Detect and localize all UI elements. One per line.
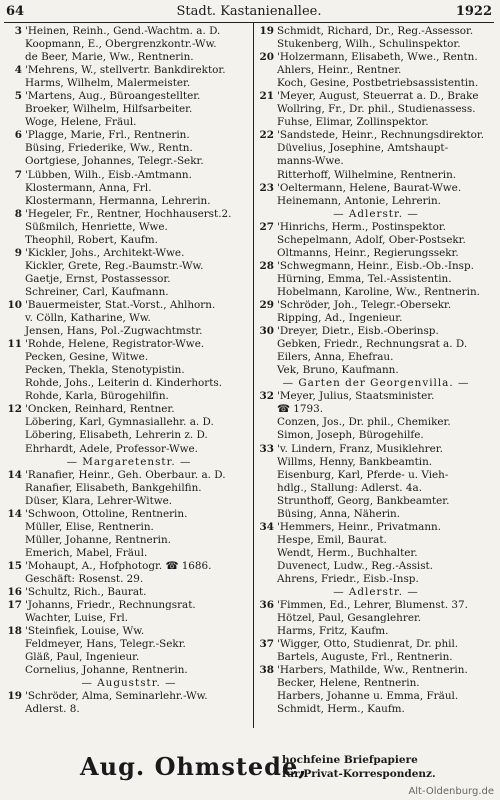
resident-text: Ahrens, Friedr., Eisb.-Insp. <box>277 572 419 585</box>
resident-text: 'Ranafier, Heinr., Geh. Oberbaur. a. D. <box>25 468 226 481</box>
directory-entry <box>258 482 494 495</box>
directory-entry <box>6 90 252 103</box>
resident-text: 'Hinrichs, Herm., Postinspektor. <box>277 220 446 233</box>
directory-entry <box>258 195 494 208</box>
resident-text: Ripping, Ad., Ingenieur. <box>277 312 403 325</box>
directory-entry <box>6 625 252 638</box>
directory-entry <box>258 403 494 416</box>
house-number: 28 <box>259 259 274 272</box>
resident-text: Koch, Gesine, Postbetriebsassistentin. <box>277 77 479 90</box>
directory-entry <box>6 247 252 260</box>
header-rule <box>4 22 494 23</box>
directory-entry <box>258 456 494 469</box>
directory-entry <box>6 403 252 416</box>
directory-entry <box>6 508 252 521</box>
resident-text: Schreiner, Carl, Kaufmann. <box>25 285 169 298</box>
right-column <box>258 25 494 750</box>
resident-text: 'Johanns, Friedr., Rechnungsrat. <box>25 599 196 612</box>
directory-entry <box>258 312 494 325</box>
section-label: — Margaretenstr. — <box>66 455 192 468</box>
directory-entry <box>6 429 252 442</box>
resident-text: Schepelmann, Adolf, Ober-Postsekr. <box>277 233 466 246</box>
directory-entry <box>6 273 252 286</box>
resident-text: Heinemann, Antonie, Lehrerin. <box>277 194 441 207</box>
resident-text: 'Hemmers, Heinr., Privatmann. <box>277 520 442 533</box>
resident-text: 'Schwegmann, Heinr., Eisb.-Ob.-Insp. <box>277 259 474 272</box>
resident-text: Wendt, Herm., Buchhalter. <box>277 546 418 559</box>
section-label: — Auguststr. — <box>81 677 177 690</box>
resident-text: 'Mohaupt, A., Hofphotogr. ☎ 1686. <box>25 559 212 572</box>
directory-entry <box>6 482 252 495</box>
resident-text: Becker, Helene, Rentnerin. <box>277 677 420 690</box>
house-number: 10 <box>7 298 22 311</box>
resident-text: Büsing, Anna, Näherin. <box>277 507 401 520</box>
resident-text: 'Schröder, Alma, Seminarlehr.-Ww. <box>25 690 208 703</box>
house-number: 8 <box>14 207 22 220</box>
resident-text: v. Cölln, Katharine, Ww. <box>25 312 151 325</box>
directory-entry <box>6 129 252 142</box>
directory-entry <box>258 638 494 651</box>
resident-text: 'Plagge, Marie, Frl., Rentnerin. <box>25 129 190 142</box>
resident-text: Ehrhardt, Adele, Professor-Wwe. <box>25 442 198 455</box>
house-number: 20 <box>259 51 274 64</box>
directory-entry <box>6 638 252 651</box>
resident-text: 'Meyer, Julius, Staatsminister. <box>277 390 435 403</box>
directory-entry <box>258 51 494 64</box>
directory-entry <box>6 599 252 612</box>
directory-entry <box>6 338 252 351</box>
resident-text: hdlg., Stallung: Adlerst. 4a. <box>277 481 423 494</box>
page-year: 1922 <box>455 4 492 19</box>
directory-entry <box>258 416 494 429</box>
directory-entry <box>258 508 494 521</box>
resident-text: Hürning, Emma, Tel.-Assistentin. <box>277 272 452 285</box>
directory-entry <box>258 286 494 299</box>
resident-text: Broeker, Wilhelm, Hilfsarbeiter. <box>25 103 193 116</box>
directory-entry <box>258 521 494 534</box>
directory-entry <box>6 364 252 377</box>
resident-text: Oortgiese, Johannes, Telegr.-Sekr. <box>25 155 204 168</box>
resident-text: Wachter, Luise, Frl. <box>25 612 129 625</box>
directory-entry <box>6 573 252 586</box>
house-number: 30 <box>259 325 274 338</box>
house-number: 9 <box>14 246 22 259</box>
directory-entry <box>6 664 252 677</box>
house-number: 4 <box>14 64 22 77</box>
resident-text: Theophil, Robert, Kaufm. <box>25 233 158 246</box>
house-number: 7 <box>14 168 22 181</box>
house-number: 33 <box>259 442 274 455</box>
directory-entry <box>6 116 252 129</box>
directory-entry <box>6 103 252 116</box>
resident-text: Rohde, Karla, Bürogehilfin. <box>25 390 169 403</box>
resident-text: Adlerst. 8. <box>25 703 80 716</box>
directory-entry <box>6 416 252 429</box>
directory-entry <box>258 664 494 677</box>
resident-text: 'Hegeler, Fr., Rentner, Hochhauserst.2. <box>25 207 232 220</box>
directory-entry <box>258 247 494 260</box>
house-number: 17 <box>7 599 22 612</box>
directory-entry <box>258 573 494 586</box>
resident-text: 'Heinen, Reinh., Gend.-Wachtm. a. D. <box>25 25 221 37</box>
directory-entry <box>6 521 252 534</box>
resident-text: Harbers, Johanne u. Emma, Fräul. <box>277 690 459 703</box>
directory-entry <box>258 129 494 142</box>
resident-text: Süßmilch, Henriette, Wwe. <box>25 220 168 233</box>
resident-text: 'Schwoon, Ottoline, Rentnerin. <box>25 507 188 520</box>
advert-line-2: für Privat-Korrespondenz. <box>282 768 436 780</box>
advertisement <box>80 752 480 782</box>
resident-text: Müller, Elise, Rentnerin. <box>25 520 154 533</box>
section-label: — Adlerstr. — <box>333 586 419 599</box>
section-heading <box>6 677 252 690</box>
directory-entry <box>6 325 252 338</box>
resident-text: Koopmann, E., Obergrenzkontr.-Ww. <box>25 38 217 51</box>
resident-text: Gläß, Paul, Ingenieur. <box>25 651 140 664</box>
directory-entry <box>258 64 494 77</box>
resident-text: 'Mehrens, W., stellvertr. Bankdirektor. <box>25 64 226 77</box>
directory-entry <box>6 612 252 625</box>
directory-entry <box>258 299 494 312</box>
house-number: 19 <box>7 690 22 703</box>
resident-text: Kickler, Grete, Reg.-Baumstr.-Ww. <box>25 259 204 272</box>
resident-text: 'Dreyer, Dietr., Eisb.-Oberinsp. <box>277 325 439 338</box>
resident-text: Hobelmann, Karoline, Ww., Rentnerin. <box>277 285 480 298</box>
directory-entry <box>258 703 494 716</box>
resident-text: 'Steinfiek, Louise, Ww. <box>25 625 145 638</box>
directory-entry <box>6 260 252 273</box>
resident-text: 'Schultz, Rich., Baurat. <box>25 586 147 599</box>
resident-text: Vek, Bruno, Kaufmann. <box>277 364 399 377</box>
resident-text: Stukenberg, Wilh., Schulinspektor. <box>277 38 461 51</box>
directory-entry <box>258 221 494 234</box>
resident-text: Jensen, Hans, Pol.-Zugwachtmstr. <box>25 325 203 338</box>
directory-entry <box>6 77 252 90</box>
resident-text: Emerich, Mabel, Fräul. <box>25 546 148 559</box>
advert-name: Aug. Ohmstede, <box>80 752 308 781</box>
section-heading <box>258 377 494 390</box>
section-label: — Adlerstr. — <box>333 207 419 220</box>
resident-text: Büsing, Friederike, Ww., Rentn. <box>25 142 193 155</box>
directory-entry <box>6 495 252 508</box>
resident-text: Ranafier, Elisabeth, Bankgehilfin. <box>25 481 202 494</box>
directory-entry <box>258 547 494 560</box>
directory-entry <box>258 469 494 482</box>
resident-text: Harms, Wilhelm, Malermeister. <box>25 77 191 90</box>
directory-entry <box>6 377 252 390</box>
house-number: 6 <box>14 129 22 142</box>
resident-text: Duvenect, Ludw., Reg.-Assist. <box>277 559 434 572</box>
house-number: 12 <box>7 403 22 416</box>
house-number: 3 <box>14 25 22 37</box>
resident-text: Feldmeyer, Hans, Telegr.-Sekr. <box>25 638 186 651</box>
directory-entry <box>258 495 494 508</box>
directory-entry <box>258 325 494 338</box>
house-number: 11 <box>7 338 22 351</box>
resident-text: Schmidt, Herm., Kaufm. <box>277 703 405 716</box>
directory-entry <box>258 364 494 377</box>
resident-text: Harms, Fritz, Kaufm. <box>277 625 389 638</box>
directory-entry <box>258 77 494 90</box>
resident-text: 'Martens, Aug., Büroangestellter. <box>25 90 201 103</box>
directory-entry <box>6 560 252 573</box>
directory-entry <box>6 195 252 208</box>
directory-entry <box>258 116 494 129</box>
directory-entry <box>6 25 252 38</box>
resident-text: 'Kickler, Johs., Architekt-Wwe. <box>25 246 185 259</box>
resident-text: Hötzel, Paul, Gesanglehrer. <box>277 612 422 625</box>
section-heading <box>258 208 494 221</box>
advert-line-1: hochfeine Briefpapiere <box>282 754 418 766</box>
directory-entry <box>258 103 494 116</box>
resident-text: Fuhse, Elimar, Zollinspektor. <box>277 116 429 129</box>
directory-entry <box>6 390 252 403</box>
resident-text: 'Wigger, Otto, Studienrat, Dr. phil. <box>277 638 459 651</box>
directory-entry <box>6 586 252 599</box>
house-number: 5 <box>14 90 22 103</box>
resident-text: Düser, Klara, Lehrer-Witwe. <box>25 494 173 507</box>
resident-text: Simon, Joseph, Bürogehilfe. <box>277 429 424 442</box>
house-number: 37 <box>259 638 274 651</box>
resident-text: 'Holzermann, Elisabeth, Wwe., Rentn. <box>277 51 478 64</box>
house-number: 18 <box>7 625 22 638</box>
directory-entry <box>6 443 252 456</box>
directory-entry <box>6 169 252 182</box>
resident-text: 'Bauermeister, Stat.-Vorst., Ahlhorn. <box>25 298 216 311</box>
resident-text: Klostermann, Hermanna, Lehrerin. <box>25 194 211 207</box>
resident-text: 'Meyer, August, Steuerrat a. D., Brake <box>277 90 479 103</box>
page-number: 64 <box>6 4 25 19</box>
resident-text: Cornelius, Johanne, Rentnerin. <box>25 664 188 677</box>
directory-entry <box>258 351 494 364</box>
directory-entry <box>258 390 494 403</box>
house-number: 29 <box>259 298 274 311</box>
house-number: 16 <box>7 586 22 599</box>
resident-text: Löbering, Elisabeth, Lehrerin z. D. <box>25 429 208 442</box>
directory-entry <box>258 677 494 690</box>
directory-entry <box>258 690 494 703</box>
directory-entry <box>6 286 252 299</box>
resident-text: Ahlers, Heinr., Rentner. <box>277 64 402 77</box>
resident-text: manns-Wwe. <box>277 155 344 168</box>
directory-entry <box>6 51 252 64</box>
resident-text: Schmidt, Richard, Dr., Reg.-Assessor. <box>277 25 474 37</box>
resident-text: 'v. Lindern, Franz, Musiklehrer. <box>277 442 443 455</box>
section-heading <box>258 586 494 599</box>
house-number: 14 <box>7 468 22 481</box>
directory-entry <box>6 221 252 234</box>
resident-text: Eisenburg, Karl, Pferde- u. Vieh- <box>277 468 449 481</box>
resident-text: Pecken, Thekla, Stenotypistin. <box>25 364 185 377</box>
watermark: Alt-Oldenburg.de <box>408 786 494 797</box>
directory-entry <box>258 142 494 155</box>
directory-entry <box>258 182 494 195</box>
resident-text: Eilers, Anna, Ehefrau. <box>277 351 394 364</box>
resident-text: Woge, Helene, Fräul. <box>25 116 137 129</box>
directory-entry <box>6 208 252 221</box>
directory-entry <box>6 547 252 560</box>
resident-text: Müller, Johanne, Rentnerin. <box>25 533 171 546</box>
house-number: 23 <box>259 181 274 194</box>
house-number: 21 <box>259 90 274 103</box>
directory-entry <box>258 234 494 247</box>
resident-text: ☎ 1793. <box>277 403 323 416</box>
directory-entry <box>6 38 252 51</box>
directory-entry <box>258 599 494 612</box>
house-number: 36 <box>259 599 274 612</box>
resident-text: 'Harbers, Mathilde, Ww., Rentnerin. <box>277 664 468 677</box>
directory-entry <box>6 469 252 482</box>
resident-text: Gebken, Friedr., Rechnungsrat a. D. <box>277 338 468 351</box>
directory-entry <box>258 338 494 351</box>
directory-entry <box>6 690 252 703</box>
directory-entry <box>6 351 252 364</box>
resident-text: Geschäft: Rosenst. 29. <box>25 572 144 585</box>
directory-entry <box>258 90 494 103</box>
directory-entry <box>258 273 494 286</box>
house-number: 34 <box>259 520 274 533</box>
section-heading <box>6 456 252 469</box>
house-number: 14 <box>7 507 22 520</box>
house-number: 27 <box>259 220 274 233</box>
page-title: Stadt. Kastanienallee. <box>176 4 322 19</box>
resident-text: Wollring, Fr., Dr. phil., Studienassess. <box>277 103 476 116</box>
resident-text: 'Oncken, Reinhard, Rentner. <box>25 403 175 416</box>
resident-text: Löbering, Karl, Gymnasiallehr. a. D. <box>25 416 214 429</box>
directory-entry <box>258 38 494 51</box>
house-number: 32 <box>259 390 274 403</box>
resident-text: Bartels, Auguste, Frl., Rentnerin. <box>277 651 453 664</box>
resident-text: 'Rohde, Helene, Registrator-Wwe. <box>25 338 205 351</box>
resident-text: Oltmanns, Heinr., Regierungssekr. <box>277 246 459 259</box>
directory-entry <box>258 534 494 547</box>
resident-text: 'Lübben, Wilh., Eisb.-Amtmann. <box>25 168 192 181</box>
directory-entry <box>6 312 252 325</box>
directory-entry <box>258 429 494 442</box>
directory-entry <box>6 299 252 312</box>
directory-entry <box>6 651 252 664</box>
directory-entry <box>6 182 252 195</box>
resident-text: 'Fimmen, Ed., Lehrer, Blumenst. 37. <box>277 599 468 612</box>
directory-entry <box>6 142 252 155</box>
resident-text: Gaetje, Ernst, Postassessor. <box>25 272 171 285</box>
house-number: 19 <box>259 25 274 37</box>
directory-entry <box>258 169 494 182</box>
section-label: — Garten der Georgenvilla. — <box>282 377 470 390</box>
directory-entry <box>258 260 494 273</box>
directory-entry <box>6 703 252 716</box>
resident-text: 'Oeltermann, Helene, Baurat-Wwe. <box>277 181 462 194</box>
resident-text: Conzen, Jos., Dr. phil., Chemiker. <box>277 416 451 429</box>
house-number: 22 <box>259 129 274 142</box>
resident-text: Rohde, Johs., Leiterin d. Kinderhorts. <box>25 377 223 390</box>
directory-entry <box>258 612 494 625</box>
resident-text: de Beer, Marie, Ww., Rentnerin. <box>25 51 194 64</box>
directory-entry <box>6 155 252 168</box>
directory-entry <box>6 234 252 247</box>
resident-text: Ritterhoff, Wilhelmine, Rentnerin. <box>277 168 457 181</box>
directory-entry <box>258 560 494 573</box>
directory-entry <box>258 651 494 664</box>
resident-text: 'Schröder, Joh., Telegr.-Obersekr. <box>277 298 452 311</box>
house-number: 38 <box>259 664 274 677</box>
resident-text: Strunthoff, Georg, Bankbeamter. <box>277 494 450 507</box>
directory-entry <box>6 64 252 77</box>
house-number: 15 <box>7 559 22 572</box>
directory-entry <box>258 625 494 638</box>
page-header <box>6 4 492 22</box>
resident-text: Düvelius, Josephine, Amtshaupt- <box>277 142 449 155</box>
directory-entry <box>258 155 494 168</box>
directory-entry <box>6 534 252 547</box>
directory-entry <box>258 443 494 456</box>
column-divider <box>253 22 254 728</box>
resident-text: Willms, Henny, Bankbeamtin. <box>277 455 433 468</box>
resident-text: Pecken, Gesine, Witwe. <box>25 351 149 364</box>
resident-text: 'Sandstede, Heinr., Rechnungsdirektor. <box>277 129 485 142</box>
resident-text: Hespe, Emil, Baurat. <box>277 533 387 546</box>
resident-text: Klostermann, Anna, Frl. <box>25 181 152 194</box>
left-column <box>6 25 252 750</box>
directory-entry <box>258 25 494 38</box>
